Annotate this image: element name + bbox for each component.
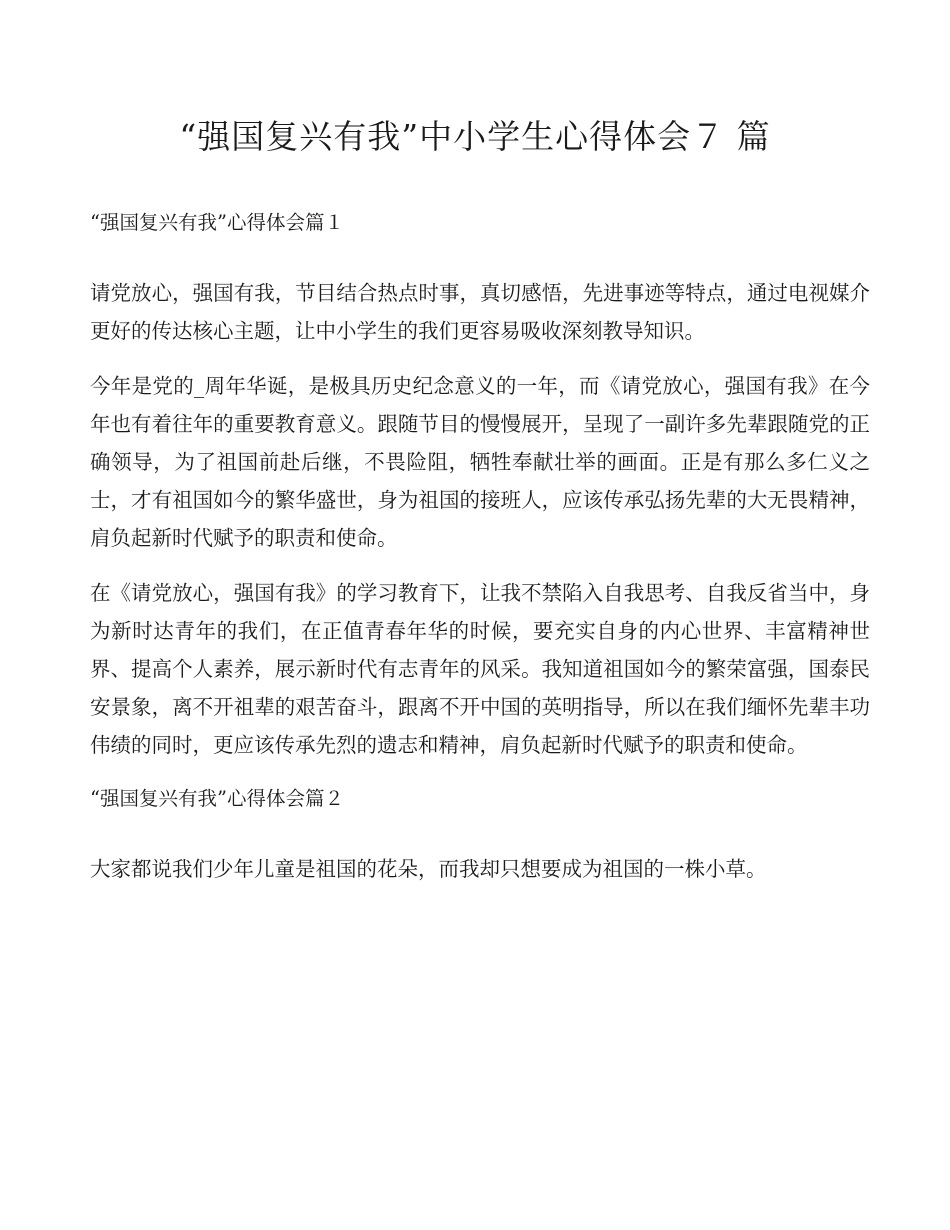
paragraph: 在《请党放心，强国有我》的学习教育下，让我不禁陷入自我思考、自我反省当中，身为新时达青年的我们，在正值青春年华的时候，要充实自身的内心世界、丰富精神世界、提高个人素养，展示新时代有志青年的风采。我知道祖国如今的繁荣富强，国泰民安景象，离不开祖辈的艰苦奋斗，跟离不开中国的英明指导，所以在我们缅怀先辈丰功伟绩的同时，更应该传承先烈的遗志和精神，肩负起新时代赋予的职责和使命。 [90,581,870,757]
paragraph: 请党放心，强国有我，节目结合热点时事，真切感悟，先进事迹等特点，通过电视媒介更好的传达核心主题，让中小学生的我们更容易吸收深刻教导知识。 [90,281,870,343]
section-heading: “强国复兴有我”心得体会篇１ [90,211,344,234]
section-2 [90,781,870,888]
paragraph: 大家都说我们少年儿童是祖国的花朵，而我却只想要成为祖国的一株小草。 [90,857,767,881]
section-1 [90,205,870,764]
paragraph: 今年是党的_周年华诞，是极具历史纪念意义的一年，而《请党放心，强国有我》在今年也有着往年的重要教育意义。跟随节目的慢慢展开，呈现了一副许多先辈跟随党的正确领导，为了祖国前赴后继，不畏险阻，牺牲奉献壮举的画面。正是有那么多仁义之士，才有祖国如今的繁华盛世，身为祖国的接班人，应该传承弘扬先辈的大无畏精神，肩负起新时代赋予的职责和使命。 [90,374,870,550]
document-title: “强国复兴有我”中小学生心得体会７ 篇 [179,117,771,156]
section-heading: “强国复兴有我”心得体会篇２ [90,787,344,810]
document-body [90,205,870,905]
